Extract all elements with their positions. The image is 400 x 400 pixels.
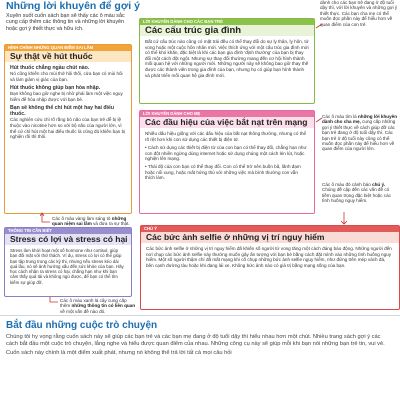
myth-2-body: Bạn không bao giờ nghe bị nhờ phải làm một việc nguy hiểm để hòa nhập được với bạn bè. xyxy=(10,91,123,102)
stress-box-body: Stress làm khởi hoạt một số hormone như cortisol, giúp bạn đối mặt với thử thách. Ví dụ, stress có lợi có thể giúp bạn tập trung trong các kỳ thi, nhưng nếu stress kéo dài quá lâu, nó sẽ ảnh hưởng xấu đến sức khỏe của bạn. Hãy học cách nhận ra stress có hại, chẳng hạn như khi bạn cảm thấy quá tải và không ngủ được, để bạn có thể tìm kiếm sự giúp đỡ. xyxy=(10,248,124,285)
section-heading: Những lời khuyên để gợi ý xyxy=(6,0,140,12)
myth-1-body: Nó cũng khiến cho mùi thở hôi thối, cửa bạn có mùi hôi và làm giảm vị giác của bạn. xyxy=(10,71,123,82)
conversation-heading: Bắt đầu những cuộc trò chuyện xyxy=(6,320,158,331)
myths-box-title: Sự thật về hút thuốc xyxy=(5,51,131,62)
parents-note: Các ô màu tím là những lời khuyên dành cho cha mẹ, cung cấp những gợi ý thiết thực về cách giúp đỡ các bạn trẻ đang ở độ tuổi dậy thì. Các bạn trẻ ở độ tuổi này cũng có thể muốn đọc phần này để hiểu hơn về quan điểm của người lớn. xyxy=(322,114,398,152)
cyberbullying-box-title: Các đầu hiệu của việc bắt nạt trên mạng xyxy=(140,117,314,128)
stress-box-header: THÔNG TIN CẦN BIẾT xyxy=(5,228,131,234)
family-box-body: Bất cứ cấu trúc nào cũng có mặt trái đều có thể thay đổi do sự ly thân, ly hôn, tử vong hoặc một cuộc hôn nhân mới. Việc thích ứng với một cấu trúc gia đình mới có thể khó khăn, đặc biệt là khi các bạn gia đình 'định thường' của bạn bị thay đổi một cách đột ngột. Nhưng sự thay đổi thường mang đến cơ hội hình thành mối quan hệ với những người mới. Những người này sẽ không bao giờ thay thế được các thành viên trong gia đình của bạn, nhưng họ có giúp bạn hình thành và phát triển mối quan hệ gia đình mới. xyxy=(145,39,309,78)
family-box-header: LỜI KHUYÊN DÀNH CHO CÁC BẠN TRẺ xyxy=(140,19,314,25)
myths-note: Các ô màu vàng làm sáng tỏ những quan niệm sai lầm và đưa ra sự thật. xyxy=(52,216,130,227)
divider xyxy=(0,315,400,316)
family-box-title: Các cấu trúc gia đình xyxy=(140,25,314,36)
intro-text: Xuyên suốt cuốn sách bạn sẽ thấy các ô màu sắc cung cấp thêm các thông tin và những lời khuyên hoặc gợi ý thiết thực và hữu ích. xyxy=(6,13,125,32)
conversation-text: Chúng tôi hy vọng rằng cuốn sách này sẽ giúp các bạn trẻ và các bạn mẹ đang ở độ tuổi dậy thì hiểu nhau hơn một chút. Nhiều trang sách gợi ý các cách bắt đầu một cuộc trò chuyện, lắng nghe và hiểu được quan điểm của nhau. Những công cụ này sẽ giúp mỗi khi bạn nói những bạn trẻ tin, vui vẻ. Cuốn sách này chính là một điểm xuất phát, nhưng nó không thể trả lời tất cả mọi câu hỏi xyxy=(6,334,385,357)
cyberbullying-box xyxy=(139,110,315,214)
info-note: Các ô màu xanh lá cây cung cấp thêm những thông tin có liên quan về một vấn đề nào đó. xyxy=(60,298,136,314)
myth-3-heading: Bạn sẽ không thể chỉ hút một hay hai điếu thuốc. xyxy=(10,105,115,118)
myth-2-heading: Hút thuốc không giúp bạn hòa nhập. xyxy=(10,85,101,92)
arrow-icon xyxy=(338,210,350,226)
myth-1-heading: Hút thuốc chẳng ngầu chút nào. xyxy=(10,65,90,71)
selfie-box-title: Các bức ảnh selfie ở những vị trí nguy hiểm xyxy=(141,232,399,243)
myths-box xyxy=(4,44,132,214)
selfie-box-header: CHÚ Ý xyxy=(141,226,399,232)
bullet-item: • Thái độ của con bạn có thể thay đổi. Con có thể trở nên buồn bã, lãnh đạm hoặc nổi xung, hoặc mất hứng thú với những việc mà bình thường con vẫn thích làm. xyxy=(145,163,301,181)
arrow-icon xyxy=(48,296,60,306)
arrow-icon xyxy=(314,116,324,126)
selfie-warning-box xyxy=(140,225,400,310)
myths-box-header: HÌNH CHÍNH NHỮNG QUAN ĐIỂM SAI LẦM xyxy=(5,45,131,51)
bullet-item: • Cách sử dụng các thiết bị điện tử của con bạn có thể thay đổi, chẳng hạn như con đột nhiên ngừng dùng internet hoặc sử dụng chúng một cách lén lút, hoặc nghiện lên mạng. xyxy=(145,145,307,162)
stress-box xyxy=(4,227,132,297)
cyberbullying-box-body: Nhiều dấu hiệu giống với các dấu hiệu của bắt nạt thông thường, nhưng có thể rõ rệt hơn khi con sử dụng các thiết bị điện tử. xyxy=(145,131,307,142)
youth-note: dành cho các bạn trẻ đang ở độ tuổi dậy thì, với lời khuyên và những gợi ý thiết thực. Các bạn cha mẹ có thể muốn đọc phần này để hiểu hơn về quan điểm của con trẻ. xyxy=(320,0,398,27)
warning-note: Các ô màu đỏ cảnh báo chú ý. Chúng đề cập đến các vấn đề có tiềm quan trọng đặc biệt hoặc các tình huống nguy hiểm. xyxy=(322,182,391,204)
arrow-icon xyxy=(40,212,52,226)
stress-box-title: Stress có lợi và stress có hại xyxy=(5,234,131,245)
family-structure-box xyxy=(139,18,315,104)
selfie-box-body: Các bức ảnh selfie ở những vị trí nguy hiểm đã khiến số người tử vong tăng một cách đáng báo động. Những người đến nơi chụp các bức ảnh selfie này thường muốn gây ấn tượng với bạn bè bằng cách đặt mình vào những tình huống nguy hiểm. Một số người thậm chí đã mất mạng khi cố chụp những bức ảnh selfie nguy hiểm, như đứng trên mép vách đá, bên cạnh đường tàu hoặc khi đang lái xe. Không bức ảnh nào có giá trị bằng mạng sống của bạn. xyxy=(146,246,392,268)
cyberbullying-box-header: LỜI KHUYÊN DÀNH CHO MẸ xyxy=(140,111,314,117)
myth-3-body: Các nghiên cứu chỉ rõ rằng bỏ não của bạn trẻ dễ bị lệ thuộc vào nicotine hơn so với bộ não của người lớn, vì thế cứ chỉ hút một hai điếu thuốc là cũng đủ khiến bạn bị nghiện rồi thì thôi. xyxy=(10,117,126,140)
arrow-icon xyxy=(314,22,324,32)
